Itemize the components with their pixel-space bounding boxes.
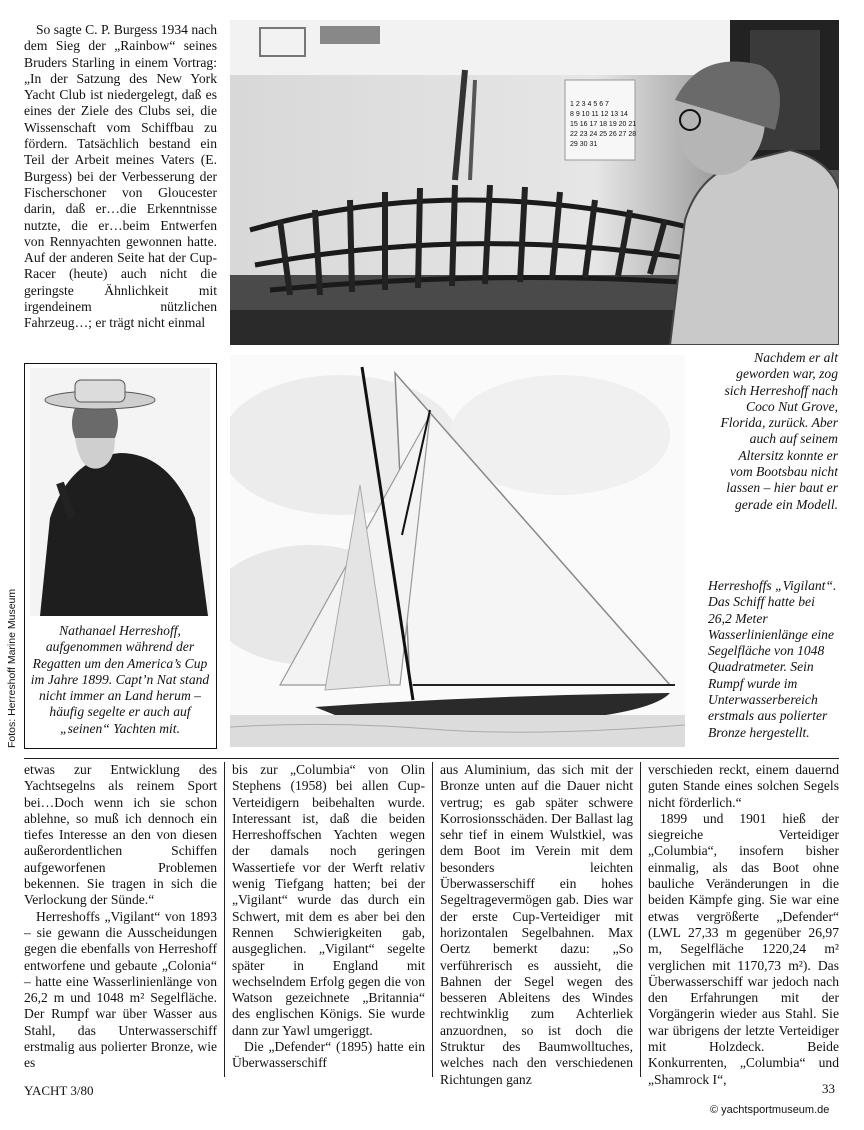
model-building-photo: [230, 20, 839, 345]
herreshoff-portrait-photo: [30, 368, 210, 616]
text-column-4: [648, 762, 839, 1088]
text-column-1: [24, 762, 217, 1072]
calendar-row: 8 9 10 11 12 13 14: [570, 111, 628, 118]
portrait-illustration: [30, 368, 210, 616]
copyright-watermark: © yachtsportmuseum.de: [710, 1104, 830, 1116]
magazine-issue: YACHT 3/80: [24, 1083, 94, 1098]
photo-credit: Fotos: Herreshoff Marine Museum: [6, 588, 18, 748]
paragraph: Die „Defender“ (1895) hatte ein Überwasserschiff: [232, 1039, 425, 1071]
column-divider: [432, 762, 433, 1077]
paragraph: Herreshoffs „Vigilant“ von 1893 – sie gewann die Ausscheidungen gegen die ebenfalls von Herreshoff entworfene und gebaute „Colonia“ – hatte eine Wasserlinienlänge von 26,2 m und 1048 m² Segelfläche. Der Rumpf war über Wasser aus Stahl, das Unterwasserschiff erstmalig aus polierter Bronze, wie es: [24, 908, 217, 1071]
column-divider: [24, 758, 839, 759]
calendar-row: 22 23 24 25 26 27 28: [570, 131, 637, 138]
model-building-illustration: [230, 20, 839, 345]
text-column-3: [440, 762, 633, 1088]
intro-text-column: [24, 22, 217, 332]
vigilant-yacht-photo: [230, 355, 685, 747]
calendar-row: 1 2 3 4 5 6 7: [570, 101, 609, 108]
vigilant-caption: Herreshoffs „Vigilant“. Das Schiff hatte bei 26,2 Meter Wasserlinienlänge eine Segelfläche von 1048 Quadratmeter. Sein Rumpf wurde im Unterwasserbereich erstmals aus polierter Bronze hergestellt.: [708, 578, 837, 740]
column-divider: [224, 762, 225, 1077]
column-divider: [640, 762, 641, 1077]
paragraph: verschieden reckt, einem dauernd guten Stande eines solchen Segels nicht förderlich.“: [648, 762, 839, 810]
calendar-row: 29 30 31: [570, 141, 598, 148]
calendar-row: 15 16 17 18 19 20 21: [570, 121, 637, 128]
model-photo-caption: Nachdem er alt geworden war, zog sich Herreshoff nach Coco Nut Grove, Florida, zurück. Aber auch auf seinem Altersitz konnte er vom Bootsbau nicht lassen – hier baut er gerade ein Modell.: [720, 350, 838, 512]
paragraph: aus Aluminium, das sich mit der Bronze unten auf die Dauer nicht vertrug; es gab später schwere Korrosionsschäden. Der Ballast lag sehr tief in einem Wulstkiel, was dem Boot im Verein mit dem besonders leichten Überwasserschiff ein hohes Segeltragevermögen gab. Dies war der erste Cup-Verteidiger mit horizontalen Segelbahnen. Max Oertz bemerkt dazu: „So verführerisch es aussieht, die Bahnen der Segel wegen des besseren Ableitens des Windes rechtwinklig zum Achterliek anzuordnen, so ist doch die Struktur des Baumwolltuches, welches nach den verschiedenen Richtungen ganz: [440, 762, 633, 1087]
vigilant-illustration: [230, 355, 685, 747]
page-number: 33: [822, 1081, 835, 1096]
paragraph: etwas zur Entwicklung des Yachtsegelns als reinem Sport bei…Doch wenn ich sie schon ablehne, so muß ich dennoch ein tiefes Interesse an den von diesen außerordentlichen Schiffen aufgeworfenen Problemen bekennen. Sie tragen in sich die Verlockung der Sünde.“: [24, 762, 217, 908]
text-column-2: [232, 762, 425, 1072]
portrait-caption: Nathanael Herreshoff, aufgenommen während der Regatten um den America’s Cup im Jahre 1899. Capt’n Nat stand nicht immer an Land herum – häufig segelte er auch auf „seinen“ Yachten mit.: [30, 623, 210, 736]
intro-paragraph: So sagte C. P. Burgess 1934 nach dem Sieg der „Rainbow“ seines Bruders Starling in einem Vortrag: „In der Satzung des New York Yacht Club ist niedergelegt, daß es eines der Ziele des Clubs sei, die Wissenschaft vom Schiffbau zu fördern. Tatsächlich bestand ein Teil der Arbeit meines Vaters (E. Burgess) bei der Verbesserung der Fischerschoner von Gloucester darin, daß er…die Erkenntnisse nutzte, die er…beim Entwerfen von Rennyachten gewonnen hatte. Auf der anderen Seite hat der Cup-Racer (heute) auch nicht die geringste Ähnlichkeit mit irgendeinem nützlichen Fahrzeug…; er trägt nicht einmal: [24, 22, 217, 331]
paragraph: bis zur „Columbia“ von Olin Stephens (1958) bei allen Cup-Verteidigern beibehalten wurde. Interessant ist, daß die beiden Herreshoffschen Yachten wegen der damals noch geringen Wassertiefe vor der Werft relativ wenig Tiefgang hatten; bei der „Vigilant“ wurde das durch ein Schwert, mit dem es aber bei den Rennen Schwierigkeiten gab, ausgeglichen. „Vigilant“ segelte später in England mit wechselndem Erfolg gegen die von Watson gezeichnete „Britannia“ des englischen Königs. Sie wurde dann zur Yawl umgeriggt.: [232, 762, 425, 1038]
paragraph: 1899 und 1901 hieß der siegreiche Verteidiger „Columbia“, insofern bisher einmalig, als das Boot ohne bauliche Veränderungen in die beiden Kämpfe ging. Sie war eine etwas vergrößerte „Defender“ (LWL 27,33 m gegenüber 26,97 m, Segelfläche 1220,24 m² verglichen mit 1170,73 m²). Das Überwasserschiff war jedoch nach den Erfahrungen mit der Vorgängerin wieder aus Stahl. Sie war übrigens der letzte Verteidiger mit Holzdeck. Beide Konkurrenten, „Columbia“ und „Shamrock I“,: [648, 810, 839, 1087]
